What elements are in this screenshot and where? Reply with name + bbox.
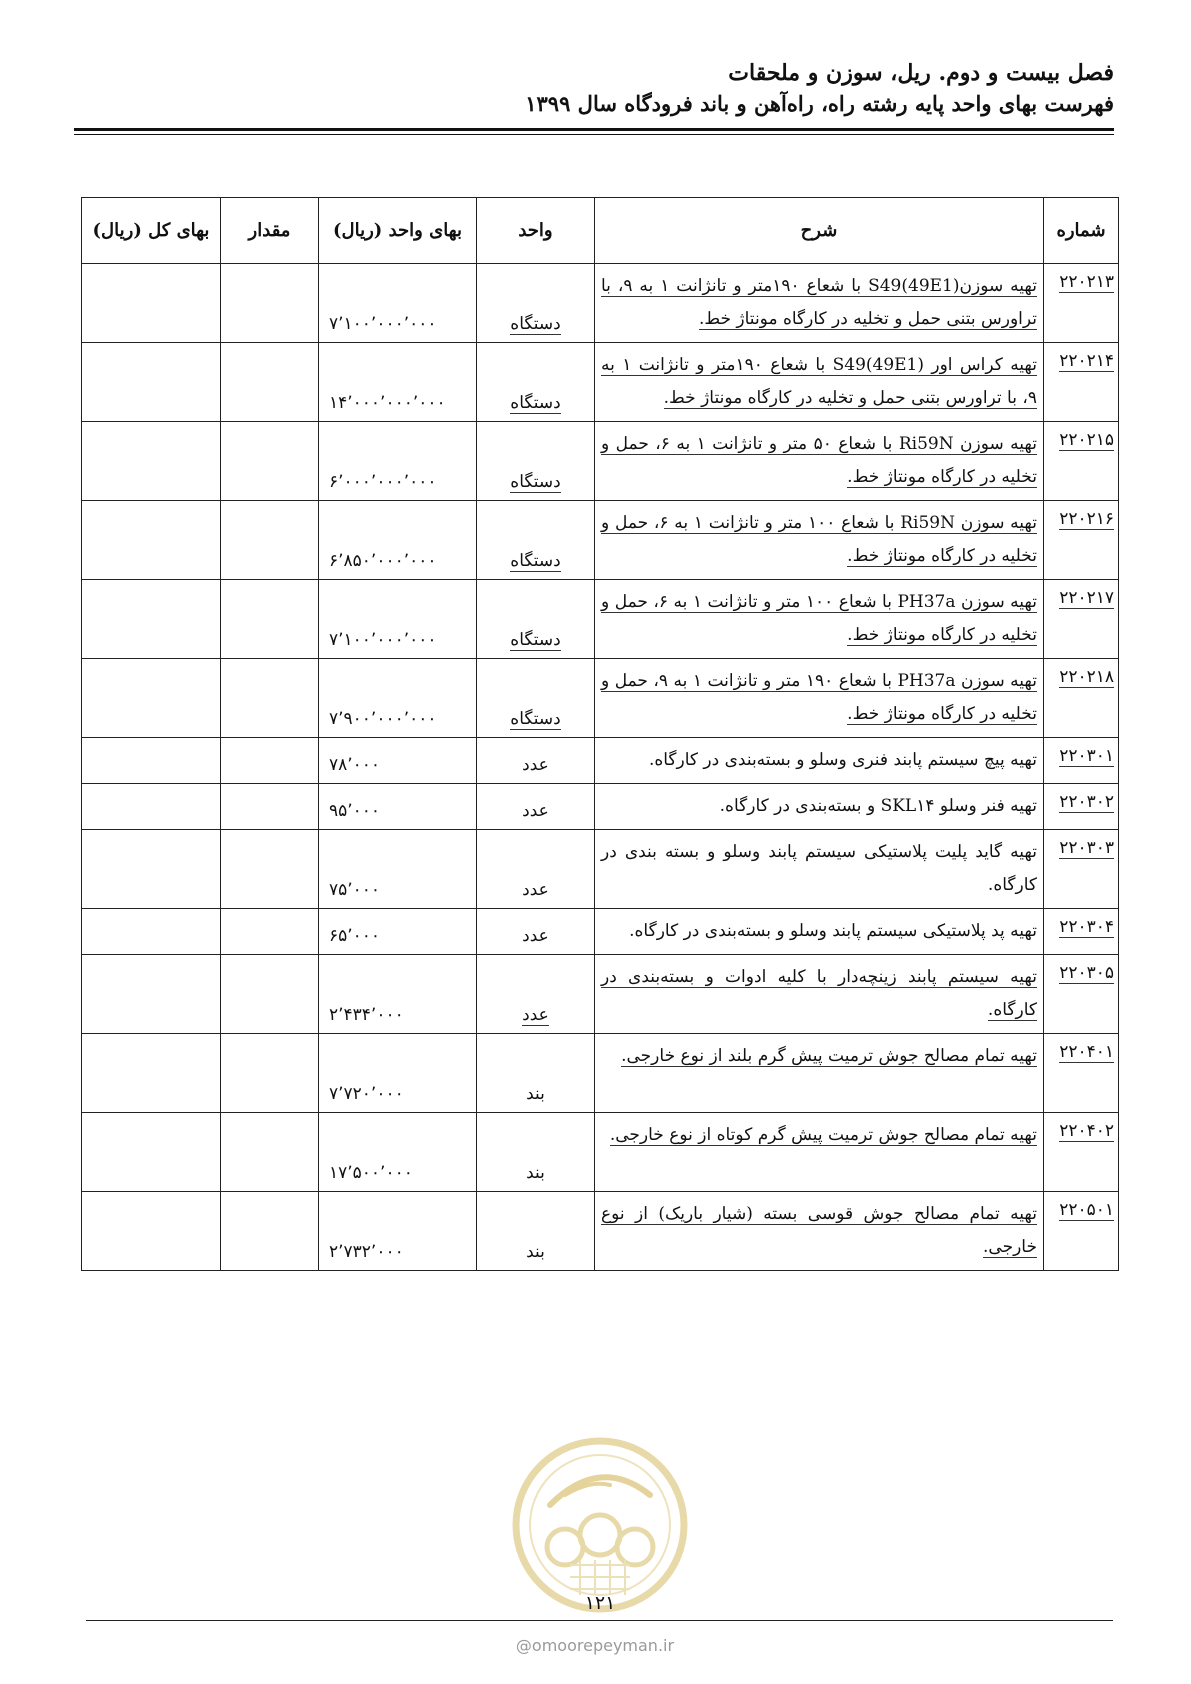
item-code: ۲۲۰۴۰۱ (1059, 1042, 1114, 1062)
item-total-price (82, 955, 221, 1034)
item-unit-price: ۷٬۱۰۰٬۰۰۰٬۰۰۰ (319, 580, 477, 659)
item-description: تهیه سیستم پابند زینچه‌دار با کلیه ادوات و بسته‌بندی در کارگاه. (601, 967, 1037, 1020)
item-code: ۲۲۰۳۰۴ (1059, 917, 1114, 937)
item-description: تهیه کراس اور (S49(49E1 با شعاع ۱۹۰متر و تانژانت ۱ به ۹، با تراورس بتنی حمل و تخلیه در کارگاه مونتاژ خط. (601, 355, 1038, 408)
header-total-price: بهای کل (ریال) (82, 198, 221, 264)
item-description: تهیه تمام مصالح جوش قوسی بسته (شیار باریک) از نوع خارجی. (601, 1204, 1037, 1257)
table-row (82, 1192, 1119, 1271)
website-watermark: @omoorepeyman.ir (515, 1636, 675, 1655)
item-unit-price: ۶٬۰۰۰٬۰۰۰٬۰۰۰ (319, 422, 477, 501)
item-quantity (221, 343, 319, 422)
item-total-price (82, 1034, 221, 1113)
table-row (82, 501, 1119, 580)
item-total-price (82, 784, 221, 830)
item-quantity (221, 738, 319, 784)
table-header-row (82, 198, 1119, 264)
item-unit: عدد (522, 1005, 549, 1025)
item-description: تهیه سوزن PH37a با شعاع ۱۰۰ متر و تانژانت ۱ به ۶، حمل و تخلیه در کارگاه مونتاژ خط. (601, 592, 1037, 645)
item-quantity (221, 659, 319, 738)
item-unit-price: ۷۸٬۰۰۰ (319, 738, 477, 784)
header-rule-thick (74, 128, 1114, 131)
item-total-price (82, 1192, 221, 1271)
item-code: ۲۲۰۳۰۱ (1059, 746, 1114, 766)
header-code: شماره (1044, 198, 1119, 264)
item-unit: دستگاه (510, 630, 561, 650)
item-description: تهیه پد پلاستیکی سیستم پابند وسلو و بسته‌بندی در کارگاه. (595, 909, 1044, 955)
item-description: تهیه سوزن Ri59N با شعاع ۱۰۰ متر و تانژانت ۱ به ۶، حمل و تخلیه در کارگاه مونتاژ خط. (601, 513, 1037, 566)
item-unit-price: ۶٬۸۵۰٬۰۰۰٬۰۰۰ (319, 501, 477, 580)
watermark-stamp-logo (510, 1435, 690, 1615)
item-quantity (221, 955, 319, 1034)
table-row (82, 659, 1119, 738)
item-unit: عدد (477, 784, 595, 830)
document-title: فهرست بهای واحد پایه رشته راه، راه‌آهن و باند فرودگاه سال ۱۳۹۹ (525, 91, 1114, 116)
item-unit-price: ۷٬۱۰۰٬۰۰۰٬۰۰۰ (319, 264, 477, 343)
item-total-price (82, 343, 221, 422)
table-row (82, 580, 1119, 659)
item-description: تهیه پیچ سیستم پابند فنری وسلو و بسته‌بندی در کارگاه. (595, 738, 1044, 784)
item-code: ۲۲۰۲۱۷ (1059, 588, 1114, 608)
item-description: تهیه فنر وسلو SKL۱۴ و بسته‌بندی در کارگاه. (595, 784, 1044, 830)
page-number: ۱۲۱ (584, 1592, 616, 1614)
item-unit: عدد (477, 738, 595, 784)
header-rule-thin (74, 134, 1114, 135)
item-description: تهیه تمام مصالح جوش ترمیت پیش گرم بلند از نوع خارجی. (621, 1046, 1037, 1066)
item-unit-price: ۶۵٬۰۰۰ (319, 909, 477, 955)
item-unit-price: ۱۷٬۵۰۰٬۰۰۰ (319, 1113, 477, 1192)
item-quantity (221, 830, 319, 909)
item-unit-price: ۷٬۷۲۰٬۰۰۰ (319, 1034, 477, 1113)
item-code: ۲۲۰۴۰۲ (1059, 1121, 1114, 1141)
item-description: تهیه سوزن(S49(49E1 با شعاع ۱۹۰متر و تانژانت ۱ به ۹، با تراورس بتنی حمل و تخلیه در کارگاه مونتاژ خط. (601, 276, 1037, 329)
table-row (82, 264, 1119, 343)
item-code: ۲۲۰۳۰۳ (1059, 838, 1114, 858)
item-unit-price: ۷۵٬۰۰۰ (319, 830, 477, 909)
table-row (82, 422, 1119, 501)
item-unit: دستگاه (510, 472, 561, 492)
item-code: ۲۲۰۲۱۶ (1059, 509, 1114, 529)
item-total-price (82, 422, 221, 501)
table-row (82, 955, 1119, 1034)
item-code: ۲۲۰۳۰۲ (1059, 792, 1114, 812)
item-total-price (82, 1113, 221, 1192)
item-total-price (82, 501, 221, 580)
header-quantity: مقدار (221, 198, 319, 264)
item-description: تهیه سوزن PH37a با شعاع ۱۹۰ متر و تانژانت ۱ به ۹، حمل و تخلیه در کارگاه مونتاژ خط. (601, 671, 1037, 724)
header-unit: واحد (477, 198, 595, 264)
item-quantity (221, 909, 319, 955)
footer-rule (86, 1620, 1113, 1621)
item-code: ۲۲۰۲۱۳ (1059, 272, 1114, 292)
item-quantity (221, 501, 319, 580)
item-unit: عدد (477, 830, 595, 909)
item-quantity (221, 1113, 319, 1192)
item-quantity (221, 580, 319, 659)
table-row (82, 830, 1119, 909)
item-unit: دستگاه (510, 314, 561, 334)
page-header (77, 58, 1114, 120)
item-total-price (82, 738, 221, 784)
item-code: ۲۲۰۳۰۵ (1059, 963, 1114, 983)
chapter-title: فصل بیست و دوم. ریل، سوزن و ملحقات (728, 60, 1114, 86)
item-code: ۲۲۰۲۱۵ (1059, 430, 1114, 450)
item-code: ۲۲۰۵۰۱ (1059, 1200, 1114, 1220)
item-total-price (82, 580, 221, 659)
table-row (82, 343, 1119, 422)
item-description: تهیه تمام مصالح جوش ترمیت پیش گرم کوتاه از نوع خارجی. (609, 1125, 1037, 1145)
item-quantity (221, 1192, 319, 1271)
header-description: شرح (595, 198, 1044, 264)
item-total-price (82, 659, 221, 738)
item-unit-price: ۲٬۴۳۴٬۰۰۰ (319, 955, 477, 1034)
item-unit: بند (477, 1113, 595, 1192)
item-unit: عدد (477, 909, 595, 955)
item-unit-price: ۱۴٬۰۰۰٬۰۰۰٬۰۰۰ (319, 343, 477, 422)
table-row (82, 1034, 1119, 1113)
item-quantity (221, 264, 319, 343)
item-quantity (221, 1034, 319, 1113)
item-total-price (82, 264, 221, 343)
item-unit: دستگاه (510, 709, 561, 729)
item-unit-price: ۲٬۷۳۲٬۰۰۰ (319, 1192, 477, 1271)
header-unit-price: بهای واحد (ریال) (319, 198, 477, 264)
table-row (82, 909, 1119, 955)
item-quantity (221, 422, 319, 501)
item-code: ۲۲۰۲۱۴ (1059, 351, 1114, 371)
item-total-price (82, 909, 221, 955)
item-unit: دستگاه (510, 393, 561, 413)
table-row (82, 784, 1119, 830)
item-description: تهیه گاید پلیت پلاستیکی سیستم پابند وسلو و بسته بندی در کارگاه. (595, 830, 1044, 909)
item-code: ۲۲۰۲۱۸ (1059, 667, 1114, 687)
item-unit: بند (477, 1192, 595, 1271)
item-quantity (221, 784, 319, 830)
item-total-price (82, 830, 221, 909)
item-unit-price: ۷٬۹۰۰٬۰۰۰٬۰۰۰ (319, 659, 477, 738)
item-unit: بند (477, 1034, 595, 1113)
price-table (81, 197, 1119, 1271)
item-unit: دستگاه (510, 551, 561, 571)
table-row (82, 1113, 1119, 1192)
item-description: تهیه سوزن Ri59N با شعاع ۵۰ متر و تانژانت ۱ به ۶، حمل و تخلیه در کارگاه مونتاژ خط. (601, 434, 1037, 487)
table-row (82, 738, 1119, 784)
item-unit-price: ۹۵٬۰۰۰ (319, 784, 477, 830)
